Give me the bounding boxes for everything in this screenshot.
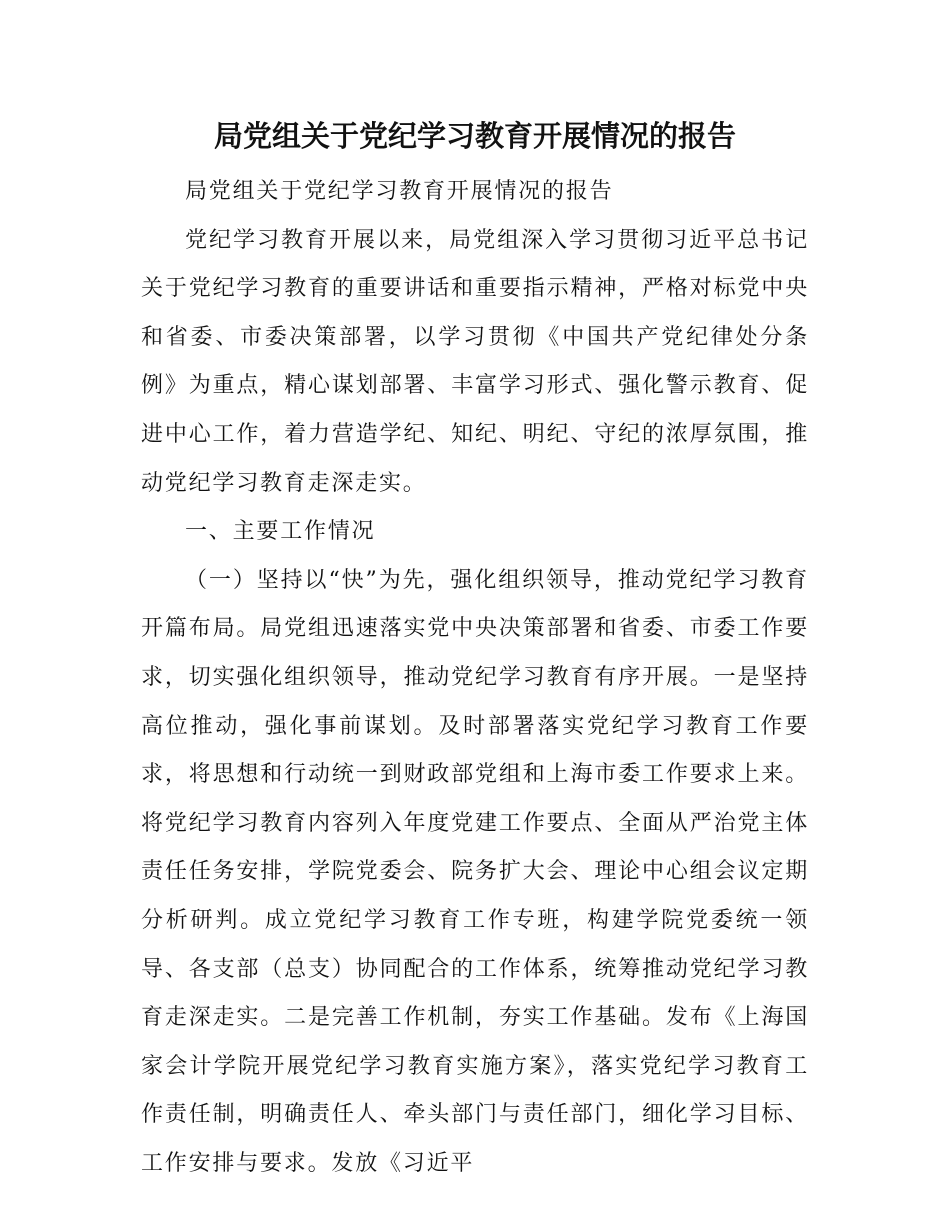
- intro-paragraph: 党纪学习教育开展以来，局党组深入学习贯彻习近平总书记关于党纪学习教育的重要讲话和重要指示精神，严格对标党中央和省委、市委决策部署，以学习贯彻《中国共产党纪律处分条例》为重点，精心谋划部署、丰富学习形式、强化警示教育、促进中心工作，着力营造学纪、知纪、明纪、守纪的浓厚氛围，推动党纪学习教育走深走实。: [141, 227, 809, 496]
- document-title: 局党组关于党纪学习教育开展情况的报告: [213, 119, 736, 153]
- section-paragraph: （一）坚持以“快”为先，强化组织领导，推动党纪学习教育开篇布局。局党组迅速落实党中央决策部署和省委、市委工作要求，切实强化组织领导，推动党纪学习教育有序开展。一是坚持高位推动，强化事前谋划。及时部署落实党纪学习教育工作要求，将思想和行动统一到财政部党组和上海市委工作要求上来。将党纪学习教育内容列入年度党建工作要点、全面从严治党主体责任任务安排，学院党委会、院务扩大会、理论中心组会议定期分析研判。成立党纪学习教育工作专班，构建学院党委统一领导、各支部（总支）协同配合的工作体系，统筹推动党纪学习教育走深走实。二是完善工作机制，夯实工作基础。发布《上海国家会计学院开展党纪学习教育实施方案》，落实党纪学习教育工作责任制，明确责任人、牵头部门与责任部门，细化学习目标、工作安排与要求。发放《习近平: [141, 567, 809, 1176]
- document-subtitle: 局党组关于党纪学习教育开展情况的报告: [185, 179, 614, 204]
- section-heading: 一、主要工作情况: [185, 519, 376, 545]
- document-body: [141, 168, 809, 1188]
